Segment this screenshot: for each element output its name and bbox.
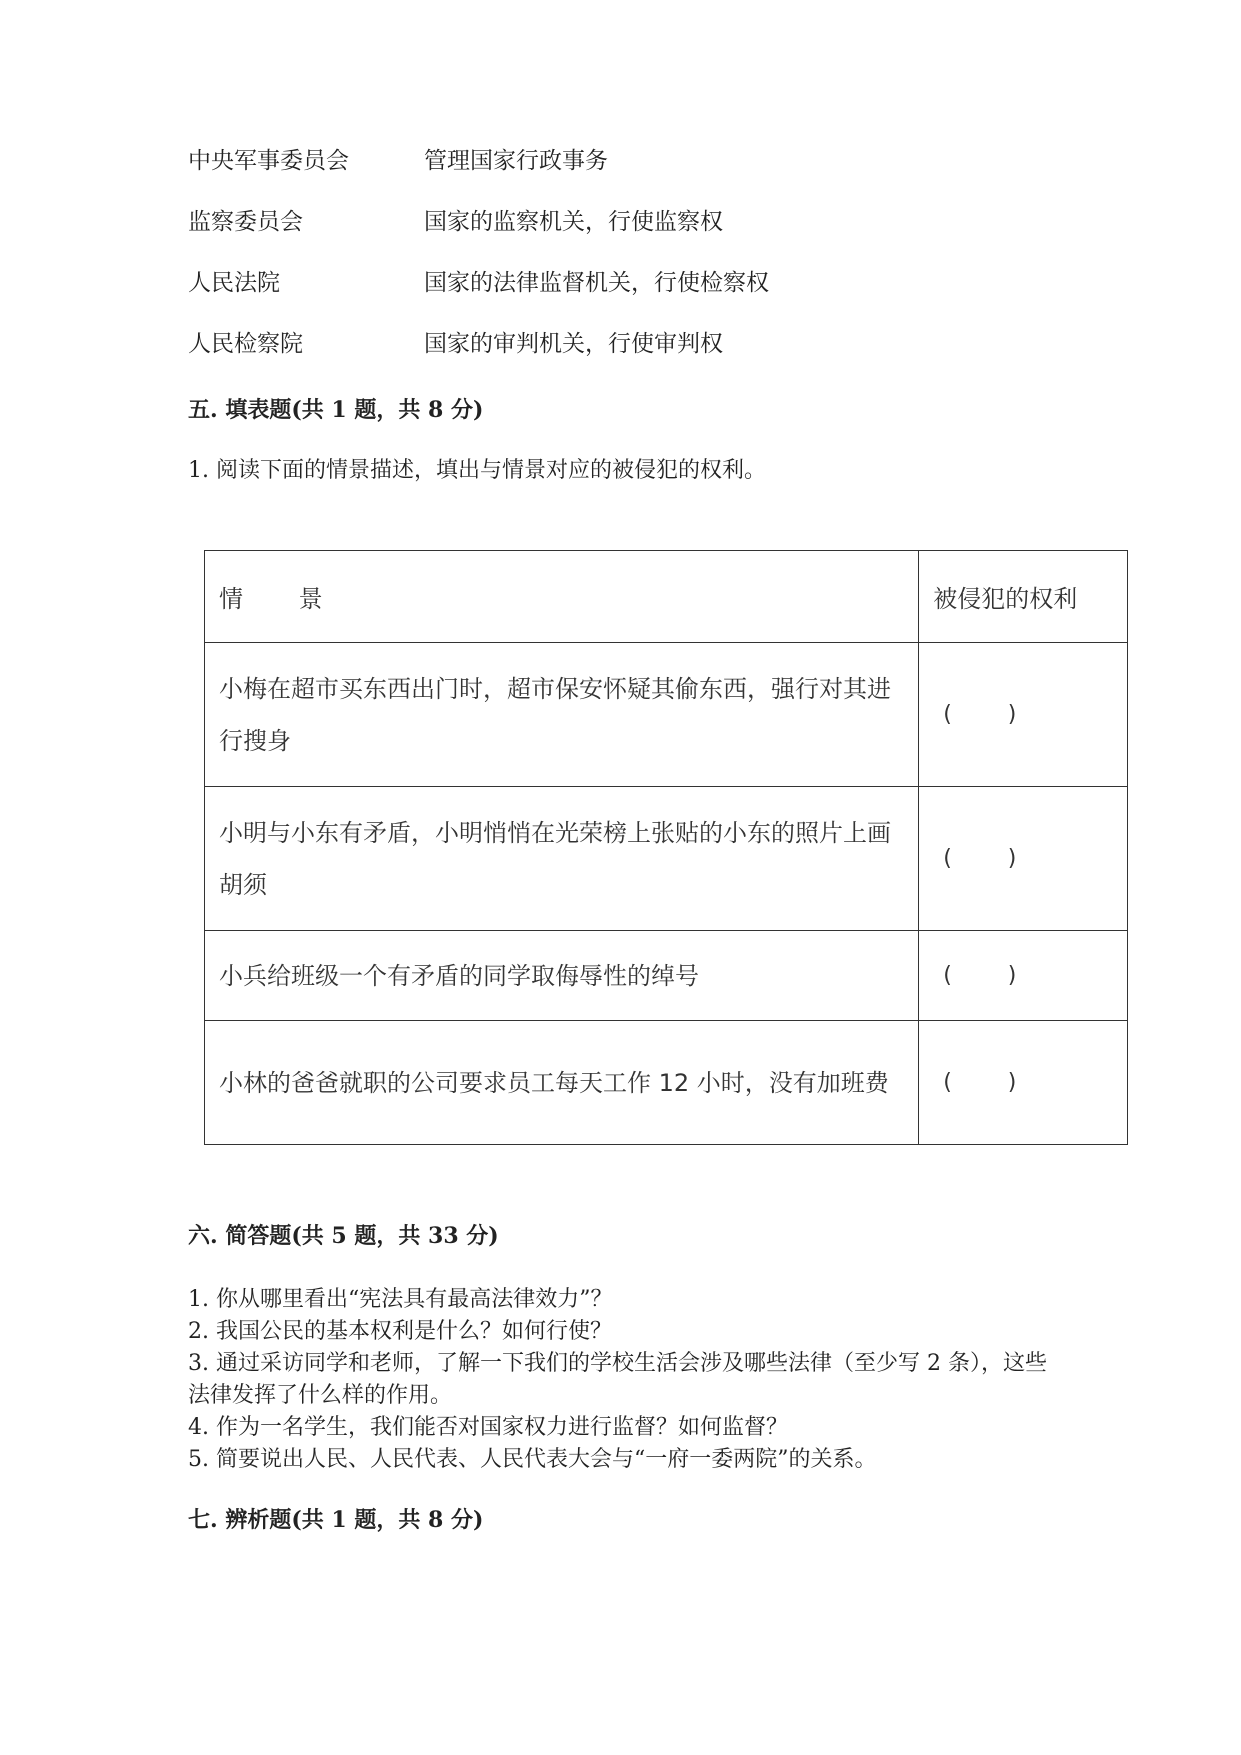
table-header-scene: 情 景 bbox=[205, 551, 919, 643]
section-title-short-answer: 六. 简答题(共 5 题，共 33 分) bbox=[188, 1223, 499, 1249]
matching-left-item: 人民法院 bbox=[188, 270, 280, 296]
table-cell-scene: 小梅在超市买东西出门时，超市保安怀疑其偷东西，强行对其进行搜身 bbox=[205, 643, 919, 787]
short-answer-question: 5. 简要说出人民、人民代表、人民代表大会与“一府一委两院”的关系。 bbox=[188, 1447, 877, 1472]
short-answer-question: 3. 通过采访同学和老师，了解一下我们的学校生活会涉及哪些法律（至少写 2 条），这些法律发挥了什么样的作用。 bbox=[188, 1351, 1047, 1408]
answer-blank[interactable]: ( ) bbox=[919, 787, 1128, 931]
section-title-analysis: 七. 辨析题(共 1 题，共 8 分) bbox=[188, 1507, 484, 1533]
table-cell-scene: 小明与小东有矛盾，小明悄悄在光荣榜上张贴的小东的照片上画胡须 bbox=[205, 787, 919, 931]
matching-right-item: 管理国家行政事务 bbox=[424, 148, 608, 174]
matching-left-item: 中央军事委员会 bbox=[188, 148, 349, 174]
answer-blank[interactable]: ( ) bbox=[919, 931, 1128, 1021]
question-text: 1. 阅读下面的情景描述，填出与情景对应的被侵犯的权利。 bbox=[188, 458, 766, 483]
table-row bbox=[205, 931, 1128, 1021]
table-row bbox=[205, 787, 1128, 931]
matching-right-item: 国家的监察机关，行使监察权 bbox=[424, 209, 723, 235]
table-cell-scene: 小林的爸爸就职的公司要求员工每天工作 12 小时，没有加班费 bbox=[205, 1021, 919, 1145]
short-answer-question: 4. 作为一名学生，我们能否对国家权力进行监督？如何监督？ bbox=[188, 1415, 788, 1440]
short-answer-list bbox=[188, 1284, 1068, 1476]
answer-blank[interactable]: ( ) bbox=[919, 1021, 1128, 1145]
matching-right-item: 国家的审判机关，行使审判权 bbox=[424, 331, 723, 357]
short-answer-question: 1. 你从哪里看出“宪法具有最高法律效力”？ bbox=[188, 1287, 613, 1312]
short-answer-question: 2. 我国公民的基本权利是什么？如何行使？ bbox=[188, 1319, 612, 1344]
matching-right-item: 国家的法律监督机关，行使检察权 bbox=[424, 270, 769, 296]
answer-blank[interactable]: ( ) bbox=[919, 643, 1128, 787]
table-row bbox=[205, 1021, 1128, 1145]
fill-table bbox=[204, 550, 1128, 1145]
matching-left-item: 监察委员会 bbox=[188, 209, 303, 235]
table-header-row bbox=[205, 551, 1128, 643]
table-row bbox=[205, 643, 1128, 787]
section-title-fill-table: 五. 填表题(共 1 题，共 8 分) bbox=[188, 397, 484, 423]
table-cell-scene: 小兵给班级一个有矛盾的同学取侮辱性的绰号 bbox=[205, 931, 919, 1021]
matching-left-item: 人民检察院 bbox=[188, 331, 303, 357]
table-header-right: 被侵犯的权利 bbox=[919, 551, 1128, 643]
